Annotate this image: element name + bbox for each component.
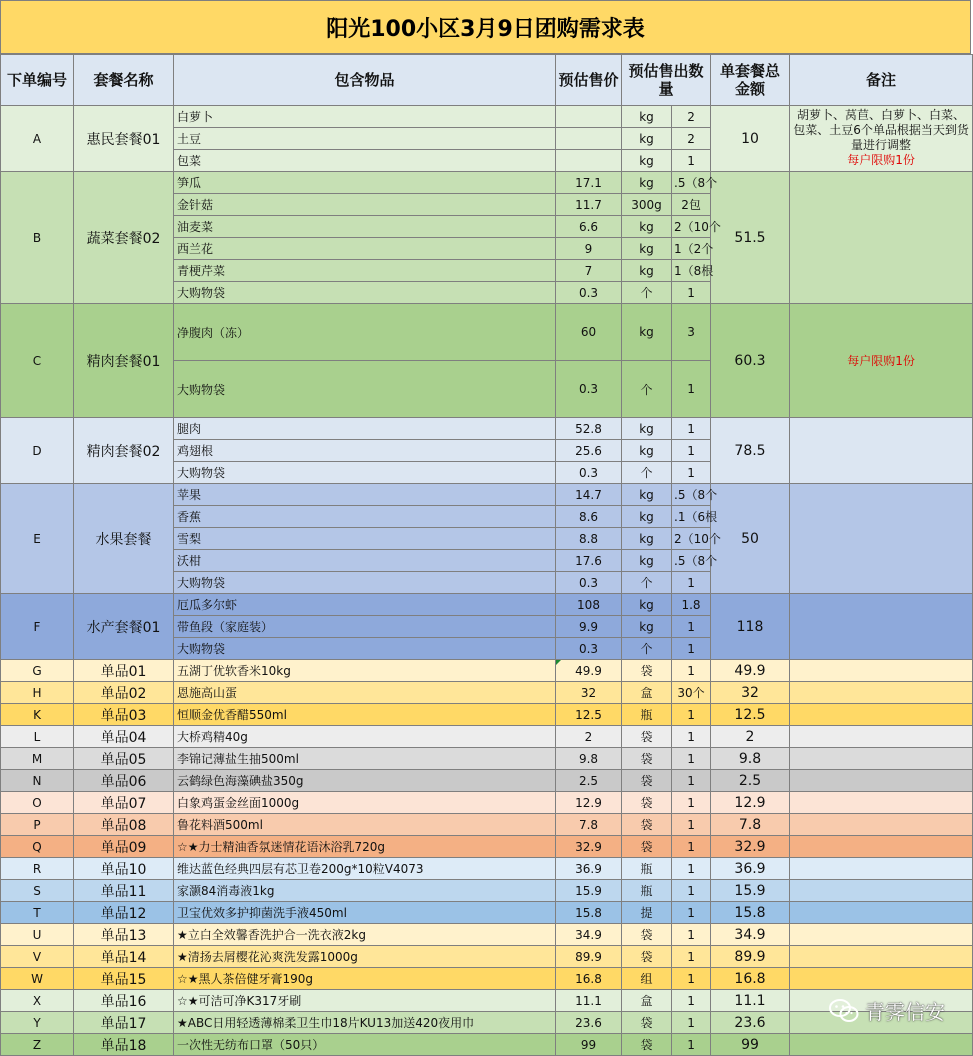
item-qty: 1: [672, 638, 711, 660]
package-name: 单品10: [74, 858, 174, 880]
order-id: Y: [1, 1012, 74, 1034]
item-name: 维达蓝色经典四层有芯卫卷200g*10粒V4073: [174, 858, 556, 880]
watermark: [829, 996, 945, 1025]
item-qty: 1: [672, 150, 711, 172]
item-price: 12.9: [556, 792, 622, 814]
table-row: [1, 858, 973, 880]
package-total: 9.8: [711, 748, 790, 770]
item-unit: 盒: [622, 990, 672, 1012]
table-row: [1, 946, 973, 968]
package-total: 36.9: [711, 858, 790, 880]
order-id: R: [1, 858, 74, 880]
package-name: 精肉套餐02: [74, 418, 174, 484]
package-total: 12.5: [711, 704, 790, 726]
item-name: 油麦菜: [174, 216, 556, 238]
item-price: 15.9: [556, 880, 622, 902]
package-total: 23.6: [711, 1012, 790, 1034]
item-name: 香蕉: [174, 506, 556, 528]
package-total: 78.5: [711, 418, 790, 484]
item-qty: .1（6根: [672, 506, 711, 528]
item-price: 11.1: [556, 990, 622, 1012]
item-price: 17.1: [556, 172, 622, 194]
item-price: 0.3: [556, 282, 622, 304]
order-id: K: [1, 704, 74, 726]
note-text: 胡萝卜、莴苣、白萝卜、白菜、包菜、土豆6个单品根据当天到货量进行调整: [793, 108, 969, 152]
note-cell: [790, 660, 973, 682]
item-qty: 1: [672, 462, 711, 484]
table-row: [1, 304, 973, 361]
item-qty: 2: [672, 106, 711, 128]
item-price: 0.3: [556, 638, 622, 660]
item-price: 49.9: [556, 660, 622, 682]
note-cell: [790, 682, 973, 704]
item-name: 厄瓜多尔虾: [174, 594, 556, 616]
table-row: [1, 924, 973, 946]
table-row: [1, 968, 973, 990]
item-unit: 袋: [622, 814, 672, 836]
item-unit: kg: [622, 418, 672, 440]
item-unit: 袋: [622, 1034, 672, 1056]
item-qty: 1: [672, 748, 711, 770]
item-qty: 1: [672, 858, 711, 880]
item-name: 恒顺金优香醋550ml: [174, 704, 556, 726]
item-qty: 1: [672, 282, 711, 304]
item-unit: 袋: [622, 924, 672, 946]
item-unit: kg: [622, 304, 672, 361]
item-unit: 袋: [622, 1012, 672, 1034]
order-table: [0, 54, 973, 1056]
table-row: [1, 418, 973, 440]
package-total: 51.5: [711, 172, 790, 304]
item-unit: kg: [622, 172, 672, 194]
header-id: 下单编号: [1, 55, 74, 106]
package-total: 99: [711, 1034, 790, 1056]
item-name: ☆★力士精油香氛迷情花语沐浴乳720g: [174, 836, 556, 858]
item-unit: 瓶: [622, 704, 672, 726]
order-id: D: [1, 418, 74, 484]
header-name: 套餐名称: [74, 55, 174, 106]
item-qty: 1: [672, 1012, 711, 1034]
header-qty: 预估售出数量: [622, 55, 711, 106]
header-row: [1, 55, 973, 106]
item-name: 鸡翅根: [174, 440, 556, 462]
table-row: [1, 836, 973, 858]
item-unit: kg: [622, 128, 672, 150]
item-qty: 1: [672, 660, 711, 682]
order-id: E: [1, 484, 74, 594]
item-unit: 袋: [622, 770, 672, 792]
item-name: ☆★可洁可净K317牙刷: [174, 990, 556, 1012]
note-cell: [790, 858, 973, 880]
order-id: X: [1, 990, 74, 1012]
item-price: 25.6: [556, 440, 622, 462]
item-name: 大购物袋: [174, 572, 556, 594]
watermark-text: 青霁信安: [865, 1000, 945, 1024]
item-unit: 300g: [622, 194, 672, 216]
item-name: ★立白全效馨香洗护合一洗衣液2kg: [174, 924, 556, 946]
item-unit: kg: [622, 106, 672, 128]
item-name: 卫宝优效多护抑菌洗手液450ml: [174, 902, 556, 924]
item-name: 西兰花: [174, 238, 556, 260]
item-price: 60: [556, 304, 622, 361]
package-total: 32.9: [711, 836, 790, 858]
item-name: 腿肉: [174, 418, 556, 440]
package-name: 单品06: [74, 770, 174, 792]
item-name: ★ABC日用轻透薄棉柔卫生巾18片KU13加送420夜用巾: [174, 1012, 556, 1034]
package-name: 水果套餐: [74, 484, 174, 594]
item-qty: 1: [672, 836, 711, 858]
package-total: 34.9: [711, 924, 790, 946]
item-unit: 袋: [622, 792, 672, 814]
item-qty: 1: [672, 880, 711, 902]
item-price: 34.9: [556, 924, 622, 946]
item-name: 大桥鸡精40g: [174, 726, 556, 748]
note-cell: [790, 304, 973, 418]
item-name: 家灏84消毒液1kg: [174, 880, 556, 902]
item-qty: 1: [672, 924, 711, 946]
package-name: 单品08: [74, 814, 174, 836]
item-unit: kg: [622, 550, 672, 572]
package-name: 水产套餐01: [74, 594, 174, 660]
item-price: 0.3: [556, 572, 622, 594]
item-qty: 2（10个: [672, 528, 711, 550]
package-name: 惠民套餐01: [74, 106, 174, 172]
order-id: S: [1, 880, 74, 902]
item-name: 青梗芹菜: [174, 260, 556, 282]
item-qty: 1: [672, 440, 711, 462]
item-price: 9.9: [556, 616, 622, 638]
package-total: 2.5: [711, 770, 790, 792]
item-qty: 1: [672, 770, 711, 792]
item-qty: 30个: [672, 682, 711, 704]
order-id: W: [1, 968, 74, 990]
table-row: [1, 172, 973, 194]
table-row: [1, 880, 973, 902]
note-cell: [790, 594, 973, 660]
package-total: 12.9: [711, 792, 790, 814]
item-qty: 1: [672, 1034, 711, 1056]
item-unit: kg: [622, 616, 672, 638]
item-qty: 1: [672, 361, 711, 418]
item-name: 苹果: [174, 484, 556, 506]
item-name: 大购物袋: [174, 462, 556, 484]
package-name: 单品02: [74, 682, 174, 704]
item-unit: kg: [622, 528, 672, 550]
item-price: 32: [556, 682, 622, 704]
package-total: 15.8: [711, 902, 790, 924]
item-unit: 袋: [622, 660, 672, 682]
item-name: 恩施高山蛋: [174, 682, 556, 704]
item-unit: 个: [622, 462, 672, 484]
item-price: 17.6: [556, 550, 622, 572]
table-row: [1, 902, 973, 924]
note-cell: [790, 770, 973, 792]
item-unit: 袋: [622, 748, 672, 770]
item-name: 沃柑: [174, 550, 556, 572]
item-qty: 1: [672, 814, 711, 836]
item-name: 五湖丁优软香米10kg: [174, 660, 556, 682]
table-row: [1, 726, 973, 748]
item-unit: 个: [622, 282, 672, 304]
package-total: 50: [711, 484, 790, 594]
item-price: 6.6: [556, 216, 622, 238]
table-row: [1, 594, 973, 616]
item-name: 金针菇: [174, 194, 556, 216]
item-unit: kg: [622, 594, 672, 616]
item-price: 11.7: [556, 194, 622, 216]
package-name: 单品15: [74, 968, 174, 990]
order-id: Q: [1, 836, 74, 858]
package-name: 单品18: [74, 1034, 174, 1056]
item-price: 36.9: [556, 858, 622, 880]
package-total: 7.8: [711, 814, 790, 836]
item-unit: kg: [622, 484, 672, 506]
item-qty: 2包: [672, 194, 711, 216]
item-unit: kg: [622, 150, 672, 172]
header-items: 包含物品: [174, 55, 556, 106]
item-name: 土豆: [174, 128, 556, 150]
order-id: L: [1, 726, 74, 748]
item-unit: 瓶: [622, 858, 672, 880]
item-qty: 1: [672, 968, 711, 990]
item-price: 15.8: [556, 902, 622, 924]
item-qty: 2（10个: [672, 216, 711, 238]
package-name: 单品17: [74, 1012, 174, 1034]
item-qty: 1（2个: [672, 238, 711, 260]
package-total: 2: [711, 726, 790, 748]
note-cell: [790, 836, 973, 858]
order-id: T: [1, 902, 74, 924]
header-price: 预估售价: [556, 55, 622, 106]
item-unit: 袋: [622, 726, 672, 748]
order-id: C: [1, 304, 74, 418]
order-id: O: [1, 792, 74, 814]
package-name: 单品12: [74, 902, 174, 924]
table-row: [1, 990, 973, 1012]
item-name: 大购物袋: [174, 361, 556, 418]
item-qty: 1: [672, 704, 711, 726]
item-qty: 2: [672, 128, 711, 150]
item-unit: 组: [622, 968, 672, 990]
item-unit: 袋: [622, 946, 672, 968]
order-id: A: [1, 106, 74, 172]
item-name: 笋瓜: [174, 172, 556, 194]
item-price: 9.8: [556, 748, 622, 770]
item-unit: 个: [622, 572, 672, 594]
package-name: 单品13: [74, 924, 174, 946]
item-name: 云鹤绿色海藻碘盐350g: [174, 770, 556, 792]
note-cell: [790, 106, 973, 172]
item-name: ☆★黑人茶倍健牙膏190g: [174, 968, 556, 990]
item-name: 白萝卜: [174, 106, 556, 128]
item-price: 32.9: [556, 836, 622, 858]
item-price: 108: [556, 594, 622, 616]
item-qty: 1: [672, 990, 711, 1012]
table-row: [1, 682, 973, 704]
item-price: 0.3: [556, 361, 622, 418]
order-id: P: [1, 814, 74, 836]
item-price: 7.8: [556, 814, 622, 836]
order-id: F: [1, 594, 74, 660]
package-name: 单品07: [74, 792, 174, 814]
item-qty: .5（8个: [672, 550, 711, 572]
item-name: ★清扬去屑樱花沁爽洗发露1000g: [174, 946, 556, 968]
note-cell: [790, 902, 973, 924]
item-price: 0.3: [556, 462, 622, 484]
item-price: 14.7: [556, 484, 622, 506]
item-qty: 1: [672, 792, 711, 814]
sheet-title: 阳光100小区3月9日团购需求表: [0, 0, 971, 54]
table-row: [1, 704, 973, 726]
wechat-icon: [829, 998, 859, 1024]
item-price: 89.9: [556, 946, 622, 968]
package-total: 10: [711, 106, 790, 172]
table-row: [1, 1012, 973, 1034]
item-unit: kg: [622, 440, 672, 462]
item-price: [556, 128, 622, 150]
item-unit: 个: [622, 361, 672, 418]
package-total: 49.9: [711, 660, 790, 682]
item-qty: 1: [672, 726, 711, 748]
item-name: 雪梨: [174, 528, 556, 550]
item-name: 李锦记薄盐生抽500ml: [174, 748, 556, 770]
item-price: [556, 106, 622, 128]
package-total: 60.3: [711, 304, 790, 418]
package-total: 118: [711, 594, 790, 660]
package-total: 15.9: [711, 880, 790, 902]
order-id: N: [1, 770, 74, 792]
item-unit: 个: [622, 638, 672, 660]
package-name: 精肉套餐01: [74, 304, 174, 418]
item-qty: 1: [672, 418, 711, 440]
package-total: 16.8: [711, 968, 790, 990]
table-row: [1, 770, 973, 792]
order-id: M: [1, 748, 74, 770]
note-cell: [790, 946, 973, 968]
note-cell: [790, 418, 973, 484]
note-cell: [790, 792, 973, 814]
item-qty: 1（8根: [672, 260, 711, 282]
item-unit: kg: [622, 238, 672, 260]
item-qty: 1: [672, 572, 711, 594]
item-name: 包菜: [174, 150, 556, 172]
package-total: 32: [711, 682, 790, 704]
item-qty: .5（8个: [672, 484, 711, 506]
purchase-limit-note: 每户限购1份: [847, 153, 915, 167]
item-price: 52.8: [556, 418, 622, 440]
item-price: 8.8: [556, 528, 622, 550]
item-qty: 1: [672, 946, 711, 968]
item-unit: 袋: [622, 836, 672, 858]
table-row: [1, 660, 973, 682]
table-row: [1, 484, 973, 506]
header-total: 单套餐总金额: [711, 55, 790, 106]
note-cell: [790, 726, 973, 748]
item-name: 鲁花料酒500ml: [174, 814, 556, 836]
item-price: 9: [556, 238, 622, 260]
note-cell: [790, 484, 973, 594]
item-unit: kg: [622, 506, 672, 528]
order-id: U: [1, 924, 74, 946]
order-id: H: [1, 682, 74, 704]
table-row: [1, 1034, 973, 1056]
note-cell: [790, 814, 973, 836]
item-qty: .5（8个: [672, 172, 711, 194]
note-cell: [790, 880, 973, 902]
item-price: [556, 150, 622, 172]
item-price: 23.6: [556, 1012, 622, 1034]
item-price: 16.8: [556, 968, 622, 990]
item-qty: 1: [672, 902, 711, 924]
note-cell: [790, 1034, 973, 1056]
item-name: 带鱼段（家庭装）: [174, 616, 556, 638]
table-row: [1, 792, 973, 814]
package-name: 单品11: [74, 880, 174, 902]
order-id: V: [1, 946, 74, 968]
item-unit: 提: [622, 902, 672, 924]
note-cell: [790, 704, 973, 726]
item-price: 99: [556, 1034, 622, 1056]
item-price: 12.5: [556, 704, 622, 726]
item-price: 7: [556, 260, 622, 282]
note-cell: [790, 924, 973, 946]
note-cell: [790, 172, 973, 304]
package-name: 单品04: [74, 726, 174, 748]
item-price: 8.6: [556, 506, 622, 528]
package-name: 单品09: [74, 836, 174, 858]
purchase-limit-note: 每户限购1份: [847, 354, 915, 368]
order-id: G: [1, 660, 74, 682]
item-price: 2.5: [556, 770, 622, 792]
item-unit: 瓶: [622, 880, 672, 902]
item-name: 白象鸡蛋金丝面1000g: [174, 792, 556, 814]
package-name: 蔬菜套餐02: [74, 172, 174, 304]
table-row: [1, 814, 973, 836]
package-name: 单品01: [74, 660, 174, 682]
table-row: [1, 748, 973, 770]
item-name: 大购物袋: [174, 638, 556, 660]
item-qty: 1.8: [672, 594, 711, 616]
package-name: 单品14: [74, 946, 174, 968]
item-name: 净腹肉（冻）: [174, 304, 556, 361]
order-id: Z: [1, 1034, 74, 1056]
item-qty: 1: [672, 616, 711, 638]
package-name: 单品05: [74, 748, 174, 770]
item-unit: kg: [622, 260, 672, 282]
item-name: 一次性无纺布口罩（50只）: [174, 1034, 556, 1056]
note-cell: [790, 968, 973, 990]
item-price: 2: [556, 726, 622, 748]
table-row: [1, 106, 973, 128]
header-note: 备注: [790, 55, 973, 106]
note-cell: [790, 748, 973, 770]
item-unit: kg: [622, 216, 672, 238]
item-name: 大购物袋: [174, 282, 556, 304]
order-id: B: [1, 172, 74, 304]
item-unit: 盒: [622, 682, 672, 704]
item-qty: 3: [672, 304, 711, 361]
package-name: 单品16: [74, 990, 174, 1012]
package-total: 11.1: [711, 990, 790, 1012]
package-name: 单品03: [74, 704, 174, 726]
package-total: 89.9: [711, 946, 790, 968]
